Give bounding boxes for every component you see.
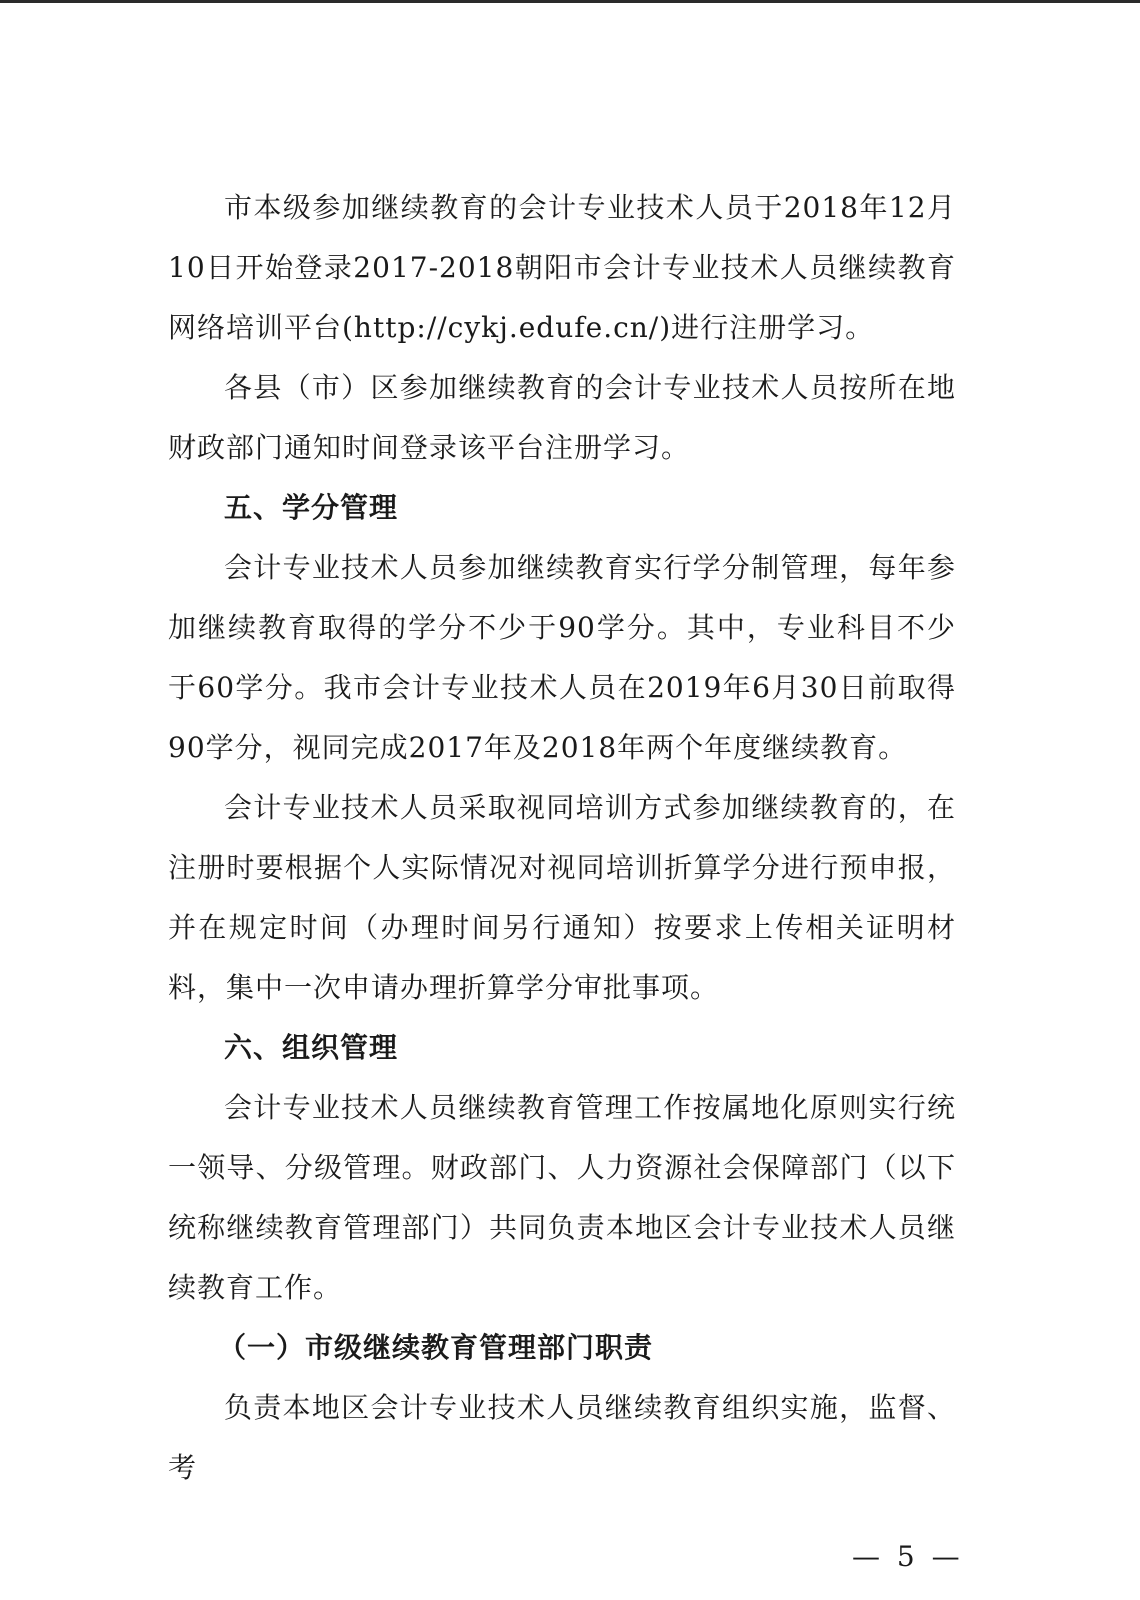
subsection-heading-city-duties: （一）市级继续教育管理部门职责 [218, 1331, 654, 1364]
section-heading-organization-management: 六、组织管理 [224, 1031, 399, 1064]
section-heading-credit-management: 五、学分管理 [224, 491, 399, 524]
paragraph-city-duties: 负责本地区会计专业技术人员继续教育组织实施，监督、考 [168, 1391, 956, 1484]
page-number: — 5 — [852, 1540, 964, 1573]
paragraph-county-registration: 各县（市）区参加继续教育的会计专业技术人员按所在地财政部门通知时间登录该平台注册学习。 [168, 371, 956, 464]
paragraph-credit-requirements: 会计专业技术人员参加继续教育实行学分制管理，每年参加继续教育取得的学分不少于90学分。其中，专业科目不少于60学分。我市会计专业技术人员在2019年6月30日前取得90学分，视同完成2017年及2018年两个年度继续教育。 [168, 551, 956, 764]
paragraph-equivalent-training: 会计专业技术人员采取视同培训方式参加继续教育的，在注册时要根据个人实际情况对视同培训折算学分进行预申报，并在规定时间（办理时间另行通知）按要求上传相关证明材料，集中一次申请办理折算学分审批事项。 [168, 791, 956, 1004]
paragraph-management-principles: 会计专业技术人员继续教育管理工作按属地化原则实行统一领导、分级管理。财政部门、人力资源社会保障部门（以下统称继续教育管理部门）共同负责本地区会计专业技术人员继续教育工作。 [168, 1091, 956, 1304]
scan-edge [0, 0, 1140, 3]
paragraph-login-info: 市本级参加继续教育的会计专业技术人员于2018年12月10日开始登录2017-2018朝阳市会计专业技术人员继续教育网络培训平台(http://cykj.edufe.cn/)进行注册学习。 [168, 191, 956, 344]
document-body [168, 178, 956, 1498]
